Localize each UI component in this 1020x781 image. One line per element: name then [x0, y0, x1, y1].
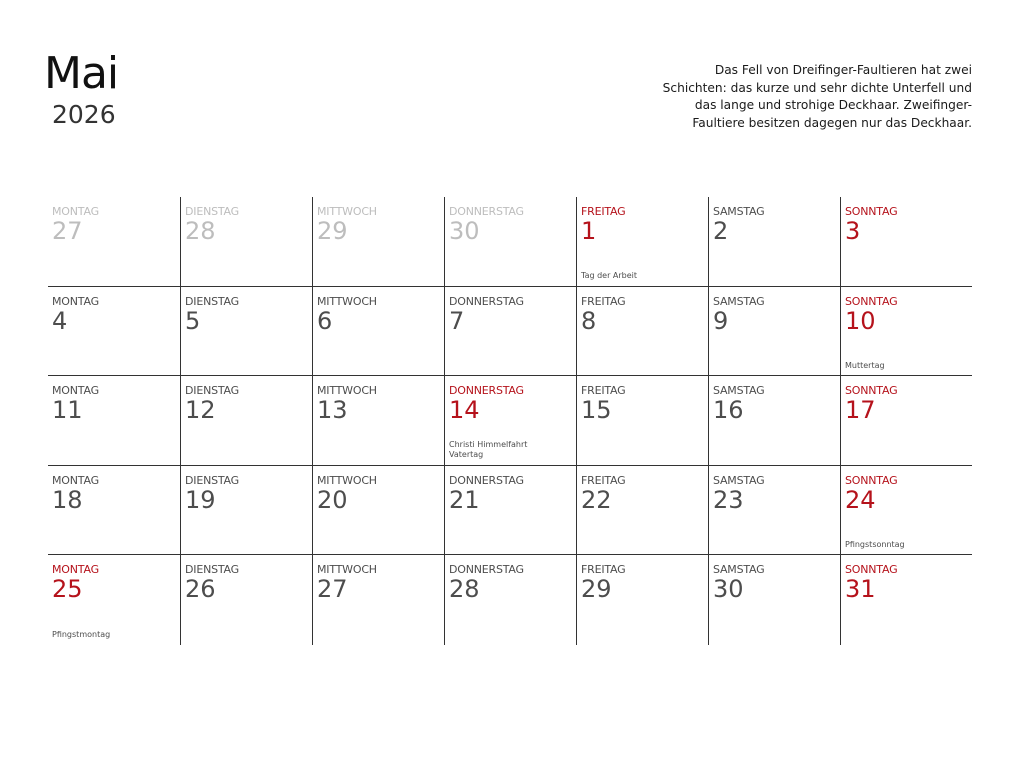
day-number: 20: [317, 485, 348, 514]
day-number: 23: [713, 485, 744, 514]
weekday-label: DONNERSTAG: [449, 205, 524, 218]
weekday-label: DONNERSTAG: [449, 473, 524, 487]
day-number: 2: [713, 217, 729, 245]
day-number: 27: [52, 217, 83, 245]
calendar-week-row: [48, 466, 972, 556]
day-number: 29: [317, 217, 348, 245]
day-cell[interactable]: [312, 466, 444, 555]
day-note: [845, 540, 905, 551]
day-cell[interactable]: [708, 376, 840, 465]
day-note-line: Pfingstsonntag: [845, 539, 905, 549]
day-cell[interactable]: [312, 197, 444, 286]
day-number: 4: [52, 306, 68, 335]
day-cell[interactable]: [840, 466, 972, 555]
day-number: 10: [845, 306, 876, 335]
day-number: 18: [52, 485, 83, 514]
weekday-label: DIENSTAG: [185, 294, 239, 308]
weekday-label: FREITAG: [581, 205, 626, 218]
day-cell[interactable]: [840, 376, 972, 465]
day-number: 22: [581, 485, 612, 514]
day-number: 15: [581, 396, 612, 425]
year-title: 2026: [52, 100, 116, 129]
day-cell[interactable]: [180, 466, 312, 555]
day-cell[interactable]: [180, 555, 312, 645]
calendar-week-row: [48, 376, 972, 466]
day-number: 13: [317, 396, 348, 425]
day-cell[interactable]: [48, 555, 180, 645]
fact-text: Das Fell von Dreifinger-Faultieren hat zwei Schichten: das kurze und sehr dichte Unterfell und das lange und strohige Deckhaar. Zweifinger-Faultiere besitzen dagegen nur das Deckhaar.: [662, 63, 972, 130]
day-cell[interactable]: [444, 376, 576, 465]
weekday-label: MITTWOCH: [317, 294, 377, 308]
day-number: 11: [52, 396, 83, 425]
day-note-line: Christi Himmelfahrt: [449, 439, 528, 449]
day-note: [845, 361, 885, 372]
day-cell[interactable]: [840, 287, 972, 376]
weekday-label: DIENSTAG: [185, 473, 239, 487]
calendar-week-row: [48, 197, 972, 287]
day-number: 9: [713, 306, 729, 335]
day-cell[interactable]: [708, 466, 840, 555]
weekday-label: SONNTAG: [845, 473, 898, 487]
weekday-label: MONTAG: [52, 294, 99, 308]
day-number: 8: [581, 306, 597, 335]
weekday-label: FREITAG: [581, 294, 626, 308]
weekday-label: FREITAG: [581, 384, 626, 398]
day-cell[interactable]: [48, 197, 180, 286]
weekday-label: SONNTAG: [845, 384, 898, 398]
day-cell[interactable]: [576, 197, 708, 286]
weekday-label: FREITAG: [581, 473, 626, 487]
calendar-week-row: [48, 555, 972, 645]
weekday-label: SONNTAG: [845, 205, 898, 218]
day-number: 5: [185, 306, 201, 335]
weekday-label: SAMSTAG: [713, 563, 765, 577]
day-number: 7: [449, 306, 465, 335]
weekday-label: DONNERSTAG: [449, 563, 524, 577]
day-number: 12: [185, 396, 216, 425]
day-number: 6: [317, 306, 333, 335]
weekday-label: SONNTAG: [845, 294, 898, 308]
day-note-line: Tag der Arbeit: [581, 271, 638, 281]
weekday-label: DIENSTAG: [185, 205, 239, 218]
weekday-label: DONNERSTAG: [449, 384, 524, 398]
day-cell[interactable]: [444, 466, 576, 555]
day-cell[interactable]: [708, 555, 840, 645]
day-note: [449, 440, 527, 461]
day-note-line: Muttertag: [845, 360, 885, 370]
day-cell[interactable]: [312, 287, 444, 376]
day-cell[interactable]: [312, 555, 444, 645]
day-number: 26: [185, 575, 216, 604]
weekday-label: SAMSTAG: [713, 473, 765, 487]
day-cell[interactable]: [48, 466, 180, 555]
day-cell[interactable]: [48, 376, 180, 465]
day-cell[interactable]: [576, 287, 708, 376]
day-number: 1: [581, 217, 597, 245]
weekday-label: MITTWOCH: [317, 384, 377, 398]
day-number: 21: [449, 485, 480, 514]
weekday-label: MONTAG: [52, 563, 99, 577]
day-number: 24: [845, 485, 876, 514]
weekday-label: SAMSTAG: [713, 294, 765, 308]
day-cell[interactable]: [312, 376, 444, 465]
month-title: Mai: [44, 48, 119, 99]
weekday-label: DIENSTAG: [185, 563, 239, 577]
day-number: 17: [845, 396, 876, 425]
weekday-label: MONTAG: [52, 384, 99, 398]
day-cell[interactable]: [708, 287, 840, 376]
day-cell[interactable]: [840, 555, 972, 645]
day-cell[interactable]: [576, 555, 708, 645]
day-number: 3: [845, 217, 861, 245]
calendar-grid: [48, 197, 972, 645]
day-number: 14: [449, 396, 480, 425]
day-cell[interactable]: [444, 555, 576, 645]
weekday-label: FREITAG: [581, 563, 626, 577]
day-number: 29: [581, 575, 612, 604]
day-number: 30: [449, 217, 480, 245]
day-number: 16: [713, 396, 744, 425]
weekday-label: MONTAG: [52, 473, 99, 487]
day-cell[interactable]: [180, 287, 312, 376]
weekday-label: MITTWOCH: [317, 473, 377, 487]
day-number: 19: [185, 485, 216, 514]
day-cell[interactable]: [708, 197, 840, 286]
weekday-label: DONNERSTAG: [449, 294, 524, 308]
day-number: 30: [713, 575, 744, 604]
day-number: 25: [52, 575, 83, 604]
weekday-label: SONNTAG: [845, 563, 898, 577]
day-cell[interactable]: [180, 376, 312, 465]
calendar-week-row: [48, 287, 972, 377]
day-cell[interactable]: [444, 197, 576, 286]
day-cell[interactable]: [444, 287, 576, 376]
day-cell[interactable]: [48, 287, 180, 376]
day-number: 31: [845, 575, 876, 604]
day-note-line: Vatertag: [449, 450, 484, 460]
day-number: 27: [317, 575, 348, 604]
weekday-label: SAMSTAG: [713, 205, 765, 218]
day-cell[interactable]: [576, 466, 708, 555]
day-number: 28: [185, 217, 216, 245]
day-note: [52, 630, 110, 641]
weekday-label: MITTWOCH: [317, 563, 377, 577]
day-cell[interactable]: [180, 197, 312, 286]
day-note: [581, 271, 637, 282]
day-note-line: Pfingstmontag: [52, 630, 111, 640]
day-cell[interactable]: [840, 197, 972, 286]
weekday-label: MONTAG: [52, 205, 99, 218]
weekday-label: MITTWOCH: [317, 205, 377, 218]
weekday-label: SAMSTAG: [713, 384, 765, 398]
day-cell[interactable]: [576, 376, 708, 465]
weekday-label: DIENSTAG: [185, 384, 239, 398]
day-number: 28: [449, 575, 480, 604]
